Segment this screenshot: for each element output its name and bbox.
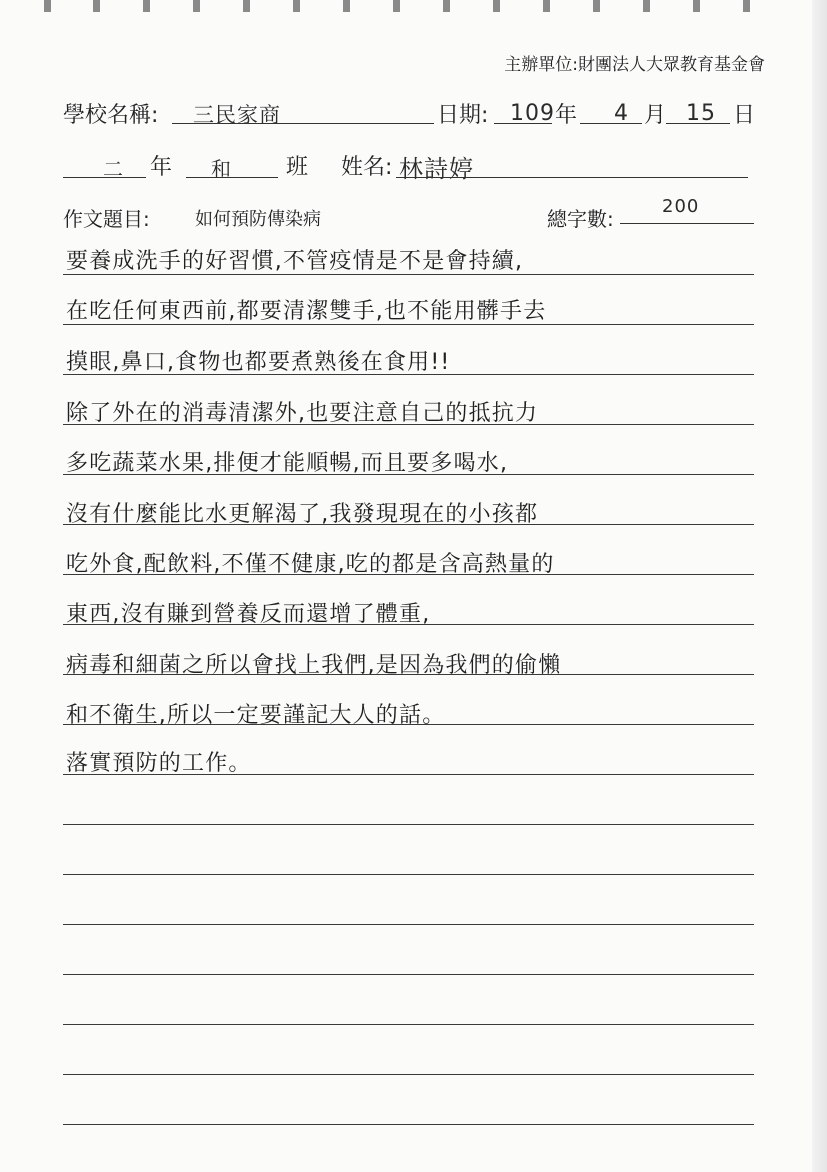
- essay-line: 除了外在的消毒清潔外,也要注意自己的抵抗力: [66, 401, 539, 426]
- essay-line: 要養成洗手的好習慣,不管疫情是不是會持續,: [66, 249, 524, 274]
- school-underline: [172, 123, 434, 124]
- scan-edge: [812, 0, 827, 1172]
- topic-label: 作文題目:: [63, 207, 150, 231]
- essay-line: 在吃任何東西前,都要清潔雙手,也不能用髒手去: [66, 299, 547, 324]
- topic-value: 如何預防傳染病: [195, 209, 321, 230]
- grade-value: 二: [103, 157, 124, 181]
- date-year: 109: [510, 101, 555, 126]
- grade-unit: 年: [150, 155, 173, 180]
- day-unit: 日: [733, 103, 756, 128]
- wordcount-underline: [620, 223, 754, 224]
- ruled-line: [63, 1074, 754, 1075]
- name-value: 林詩婷: [399, 155, 474, 183]
- organizer-text: 主辦單位:財團法人大眾教育基金會: [504, 55, 765, 75]
- essay-line: 東西,沒有賺到營養反而還增了體重,: [66, 602, 431, 627]
- essay-line: 沒有什麼能比水更解渴了,我發現現在的小孩都: [66, 502, 539, 527]
- date-day: 15: [686, 101, 716, 126]
- class-underline: [186, 177, 278, 178]
- ruled-line: [63, 374, 754, 375]
- ruled-line: [63, 624, 754, 625]
- essay-line: 落實預防的工作。: [66, 751, 252, 776]
- ruled-line: [63, 574, 754, 575]
- essay-line: 和不衛生,所以一定要謹記大人的話。: [66, 703, 446, 728]
- essay-line: 病毒和細菌之所以會找上我們,是因為我們的偷懶: [66, 653, 562, 678]
- ruled-line: [63, 1024, 754, 1025]
- ruled-line: [63, 824, 754, 825]
- ruled-line: [63, 924, 754, 925]
- ruled-line: [63, 524, 754, 525]
- school-label: 學校名稱:: [63, 103, 159, 128]
- essay-line: 吃外食,配飲料,不僅不健康,吃的都是含高熱量的: [66, 552, 555, 577]
- ruled-line: [63, 874, 754, 875]
- essay-line: 多吃蔬菜水果,排便才能順暢,而且要多喝水,: [66, 451, 509, 476]
- ruled-line: [63, 474, 754, 475]
- month-unit: 月: [644, 103, 667, 128]
- ruled-line: [63, 324, 754, 325]
- ruled-line: [63, 724, 754, 725]
- ruled-line: [63, 1124, 754, 1125]
- date-label: 日期:: [437, 103, 489, 128]
- name-label: 姓名:: [341, 155, 393, 180]
- ruled-line: [63, 974, 754, 975]
- scan-perforation: [0, 0, 827, 20]
- ruled-line: [63, 274, 754, 275]
- ruled-line: [63, 674, 754, 675]
- month-underline: [580, 123, 642, 124]
- date-month: 4: [614, 101, 629, 126]
- year-underline: [494, 123, 552, 124]
- essay-line: 摸眼,鼻口,食物也都要煮熟後在食用!!: [66, 350, 451, 375]
- ruled-line: [63, 774, 754, 775]
- class-unit: 班: [286, 155, 309, 180]
- school-value: 三民家商: [193, 103, 281, 127]
- ruled-line: [63, 424, 754, 425]
- day-underline: [666, 123, 730, 124]
- grade-underline: [63, 177, 146, 178]
- wordcount-label: 總字數:: [547, 207, 614, 231]
- name-underline: [396, 177, 748, 178]
- class-value: 和: [211, 157, 232, 181]
- wordcount-value: 200: [662, 196, 700, 217]
- year-unit: 年: [555, 103, 578, 128]
